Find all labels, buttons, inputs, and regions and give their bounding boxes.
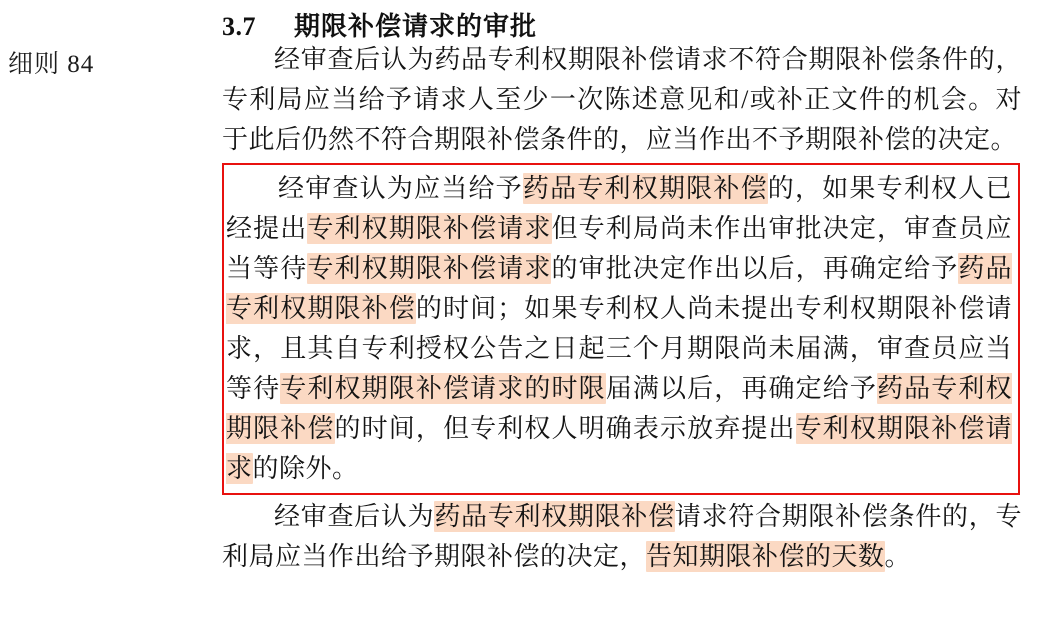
paragraph-1: 经审查后认为药品专利权期限补偿请求不符合期限补偿条件的，专利局应当给予请求人至少一次陈述意见和/或补正文件的机会。对于此后仍然不符合期限补偿条件的，应当作出不予期限补偿的决定。 [222,45,1022,154]
paragraph-2: 经审查认为应当给予药品专利权期限补偿的，如果专利权人已经提出专利权期限补偿请求但专利局尚未作出审批决定，审查员应当等待专利权期限补偿请求的审批决定作出以后，再确定给予药品专利权期限补偿的时间；如果专利权人尚未提出专利权期限补偿请求，且其自专利授权公告之日起三个月期限尚未届满，审查员应当等待专利权期限补偿请求的时限届满以后，再确定给予药品专利权期限补偿的时间，但专利权人明确表示放弃提出专利权期限补偿请求的除外。 [226,174,1012,483]
highlighted-region-box [222,163,1020,495]
highlighted-text: 药品专利权期限补偿 [226,254,1012,323]
highlighted-text: 药品专利权期限补偿 [522,174,768,203]
text-column [222,0,1022,577]
section-heading [222,0,1022,40]
highlighted-text: 告知期限补偿的天数 [646,542,885,571]
section-title: 期限补偿请求的审批 [294,12,538,41]
highlighted-text: 专利权期限补偿请求 [307,214,552,243]
highlighted-text: 专利权期限补偿请求 [226,414,1012,483]
highlighted-text: 专利权期限补偿请求的时限 [280,374,606,403]
paragraph-3: 经审查后认为药品专利权期限补偿请求符合期限补偿条件的，专利局应当作出给予期限补偿的决定，告知期限补偿的天数。 [222,502,1022,571]
highlighted-text: 药品专利权期限补偿 [434,502,675,531]
highlighted-text: 药品专利权期限补偿 [226,374,1012,443]
margin-note: 细则 84 [8,51,95,78]
section-number: 3.7 [222,12,256,41]
highlighted-text: 专利权期限补偿请求 [307,254,552,283]
